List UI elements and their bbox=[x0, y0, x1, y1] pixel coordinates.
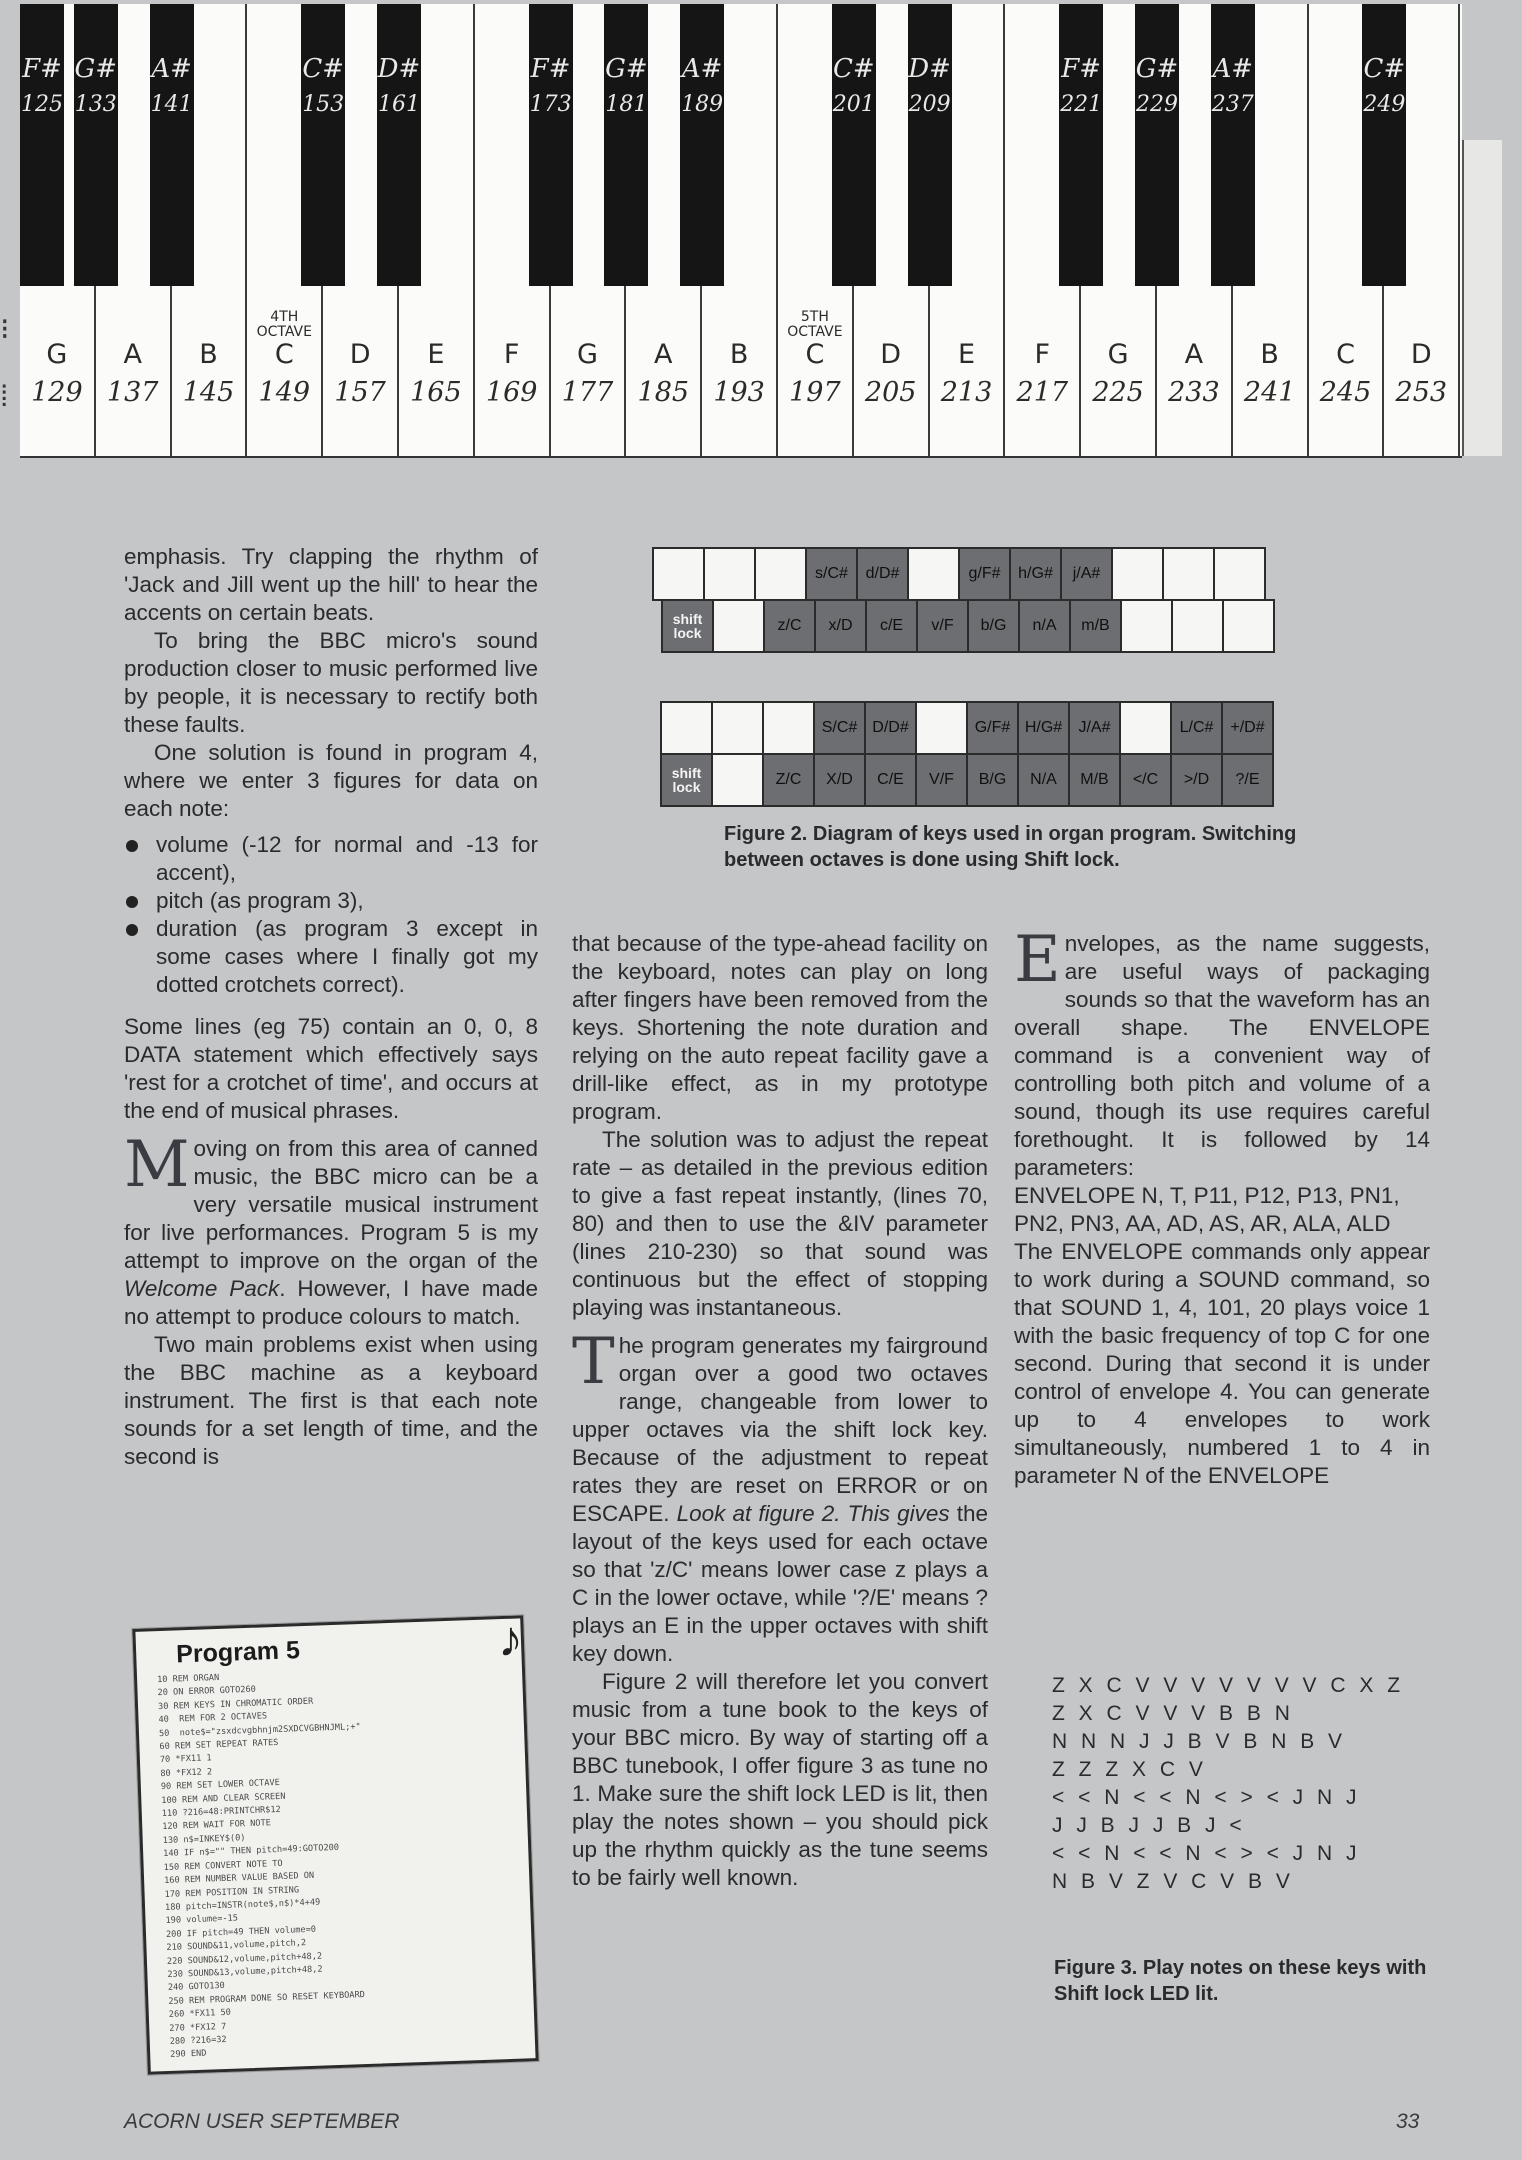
unused-key bbox=[703, 547, 756, 601]
key-value: 149 bbox=[258, 377, 311, 408]
paragraph-dropcap bbox=[572, 1325, 989, 1668]
key-value: 125 bbox=[21, 92, 63, 117]
key-sequence-line: J J B J J B J < bbox=[1052, 1814, 1246, 1837]
black-key bbox=[832, 4, 876, 286]
unused-key bbox=[652, 547, 705, 601]
mapped-key: n/A bbox=[1018, 599, 1071, 653]
key-note: A bbox=[123, 339, 142, 370]
key-note: E bbox=[957, 339, 976, 370]
black-key bbox=[74, 4, 118, 286]
figure-3-caption: Figure 3. Play notes on these keys with Shift lock LED lit. bbox=[1054, 1957, 1427, 2005]
envelope-syntax: ENVELOPE N, T, P11, P12, P13, PN1, PN2, PN3, AA, AD, AS, AR, ALA, ALD bbox=[1014, 1183, 1400, 1236]
mapped-key: v/F bbox=[916, 599, 969, 653]
paragraph: that because of the type-ahead facility on the keyboard, notes can play on long after fingers have been removed from the keys. Shortening the note duration and relying on the auto repeat facility gave a drill-like effect, as in my prototype program. bbox=[572, 931, 988, 1124]
key-sequence-line: < < N < < N < > < J N J bbox=[1052, 1842, 1361, 1865]
key-note: F# bbox=[530, 54, 571, 84]
paragraph: Two main problems exist when using the BBC machine as a keyboard instrument. The first is that each note sounds for a set length of time, and the second is bbox=[124, 1332, 538, 1469]
mapped-key: X/D bbox=[813, 753, 866, 807]
black-key bbox=[1362, 4, 1406, 286]
unused-key bbox=[1171, 599, 1224, 653]
mapped-key: H/G# bbox=[1017, 701, 1070, 755]
key-value: 245 bbox=[1319, 377, 1372, 408]
bullet-item: volume (-12 for normal and -13 for accent), bbox=[124, 831, 538, 887]
mapped-key: x/D bbox=[814, 599, 867, 653]
piano-side-panel bbox=[1462, 140, 1502, 456]
key-value: 237 bbox=[1211, 92, 1254, 117]
bullet-item: duration (as program 3 except in some cases where I finally got my dotted crotchets correct). bbox=[124, 915, 538, 999]
key-note: B bbox=[729, 339, 749, 370]
key-value: 253 bbox=[1395, 377, 1448, 408]
key-note: C# bbox=[302, 54, 345, 84]
octave-label: 4TH OCTAVE bbox=[256, 309, 312, 340]
key-value: 133 bbox=[74, 92, 117, 117]
key-value: 213 bbox=[940, 377, 993, 408]
unused-key bbox=[1120, 599, 1173, 653]
unused-key bbox=[712, 599, 765, 653]
paragraph: One solution is found in program 4, where we enter 3 figures for data on each note: bbox=[124, 740, 538, 821]
key-note: C# bbox=[1363, 54, 1406, 84]
key-value: 181 bbox=[605, 92, 648, 117]
mapped-key: V/F bbox=[915, 753, 968, 807]
key-value: 241 bbox=[1243, 377, 1296, 408]
black-key bbox=[604, 4, 648, 286]
mapped-key: s/C# bbox=[805, 547, 858, 601]
key-value: 189 bbox=[681, 92, 724, 117]
mapped-key: G/F# bbox=[966, 701, 1019, 755]
key-value: 229 bbox=[1136, 92, 1178, 117]
key-note: C bbox=[274, 339, 294, 370]
key-note: F bbox=[503, 339, 520, 370]
paragraph-text: the layout of the keys used for each octave so that 'z/C' means lower case z plays a C in the lower octave, while '?/E' means ? plays an E in the upper octaves with shift key down. bbox=[572, 1501, 989, 1666]
figure-3-key-sequence bbox=[1052, 1672, 1404, 1896]
key-value: 157 bbox=[334, 377, 386, 408]
key-row-upper-top bbox=[660, 701, 1272, 755]
mapped-key: N/A bbox=[1017, 753, 1070, 807]
key-sequence-line: Z Z Z X C V bbox=[1052, 1758, 1207, 1781]
black-key bbox=[377, 4, 421, 286]
unused-key bbox=[915, 701, 968, 755]
key-sequence-line: < < N < < N < > < J N J bbox=[1052, 1786, 1361, 1809]
column-2 bbox=[572, 930, 988, 1892]
key-note: G bbox=[577, 339, 598, 370]
key-sequence-line: N N N J J B V B N B V bbox=[1052, 1730, 1347, 1753]
key-value: 201 bbox=[832, 92, 875, 117]
column-3 bbox=[1014, 923, 1430, 1490]
program-5-listing bbox=[132, 1615, 538, 2074]
key-note: F bbox=[1034, 339, 1051, 370]
piano-keyboard-diagram bbox=[20, 4, 1462, 458]
key-note: C# bbox=[832, 54, 875, 84]
figure-2-caption: Figure 2. Diagram of keys used in organ program. Switching between octaves is done using Shift lock. bbox=[724, 823, 1297, 871]
key-value: 225 bbox=[1092, 377, 1144, 408]
program-title: Program 5 bbox=[175, 1636, 301, 1669]
unused-key bbox=[1213, 547, 1266, 601]
key-value: 185 bbox=[637, 377, 690, 408]
key-row-lower-bottom bbox=[661, 599, 1273, 653]
shift-lock-key: shift lock bbox=[661, 599, 714, 653]
key-note: D bbox=[880, 339, 902, 370]
paragraph: To bring the BBC micro's sound production closer to music performed live by people, it is necessary to rectify both these faults. bbox=[124, 628, 538, 737]
key-value: 153 bbox=[302, 92, 345, 117]
mapped-key: </C bbox=[1119, 753, 1172, 807]
mapped-key: h/G# bbox=[1009, 547, 1062, 601]
unused-key bbox=[1119, 701, 1172, 755]
paragraph: emphasis. Try clapping the rhythm of 'Jack and Jill went up the hill' to hear the accents on certain beats. bbox=[124, 544, 538, 625]
key-note: G# bbox=[1135, 54, 1179, 84]
unused-key bbox=[711, 701, 764, 755]
key-value: 209 bbox=[908, 92, 951, 117]
mapped-key: >/D bbox=[1170, 753, 1223, 807]
unused-key bbox=[660, 701, 713, 755]
key-row-lower-top bbox=[652, 547, 1264, 601]
key-note: A# bbox=[151, 54, 192, 84]
paragraph-dropcap bbox=[124, 1128, 538, 1331]
key-note: G bbox=[46, 339, 68, 370]
black-key bbox=[1211, 4, 1255, 286]
mapped-key: L/C# bbox=[1170, 701, 1223, 755]
unused-key bbox=[1111, 547, 1164, 601]
key-value: 173 bbox=[529, 92, 572, 117]
mapped-key: z/C bbox=[763, 599, 816, 653]
key-value: 129 bbox=[31, 377, 83, 408]
emphasis-text: Look at figure 2. This gives bbox=[676, 1501, 950, 1526]
key-note: E bbox=[427, 339, 445, 370]
mapped-key: b/G bbox=[967, 599, 1020, 653]
black-key bbox=[150, 4, 194, 286]
key-value: 217 bbox=[1016, 377, 1069, 408]
mapped-key: +/D# bbox=[1221, 701, 1274, 755]
paragraph-text: oving on from this area of canned music, the BBC micro can be a very versatile musical instrument for live performances. Program 5 is my attempt to improve on the organ of the bbox=[124, 1136, 538, 1273]
key-note: G# bbox=[74, 54, 118, 84]
black-key bbox=[20, 4, 64, 286]
unused-key bbox=[762, 701, 815, 755]
black-key bbox=[301, 4, 345, 286]
unused-key bbox=[754, 547, 807, 601]
key-value: 165 bbox=[410, 377, 462, 408]
shift-lock-key: shift lock bbox=[660, 753, 713, 807]
footer-publication: ACORN USER SEPTEMBER bbox=[124, 2110, 400, 2133]
emphasis-text: Welcome Pack bbox=[124, 1276, 280, 1301]
drop-cap: T bbox=[572, 1325, 615, 1399]
key-note: A# bbox=[1212, 54, 1254, 84]
key-note: D# bbox=[377, 54, 421, 84]
mapped-key: ?/E bbox=[1221, 753, 1274, 807]
key-note: F# bbox=[22, 54, 62, 84]
paragraph: Figure 2 will therefore let you convert music from a tune book to the keys of your BBC micro. By way of starting off a BBC tunebook, I offer figure 3 as tune no 1. Make sure the shift lock LED is lit, then play the notes shown – you should pick up the rhythm quickly as the tune seems to be fairly well known. bbox=[572, 1669, 988, 1890]
mapped-key: M/B bbox=[1068, 753, 1121, 807]
mapped-key: Z/C bbox=[762, 753, 815, 807]
key-note: B bbox=[1260, 339, 1279, 370]
key-value: 177 bbox=[561, 377, 614, 408]
mapped-key: D/D# bbox=[864, 701, 917, 755]
unused-key bbox=[1162, 547, 1215, 601]
black-key bbox=[529, 4, 573, 286]
bullet-item: pitch (as program 3), bbox=[124, 887, 538, 915]
unused-key bbox=[711, 753, 764, 807]
mapped-key: C/E bbox=[864, 753, 917, 807]
paragraph: The ENVELOPE commands only appear to work during a SOUND command, so that SOUND 1, 4, 101, 20 plays voice 1 with the basic frequency of top C for one second. During that second it is under control of envelope 4. You can generate up to 4 envelopes to work simultaneously, numbered 1 to 4 in parameter N of the ENVELOPE bbox=[1014, 1239, 1430, 1488]
key-note: D# bbox=[908, 54, 951, 84]
key-value: 141 bbox=[150, 92, 193, 117]
key-value: 137 bbox=[106, 377, 159, 408]
key-note: B bbox=[199, 339, 218, 370]
key-value: 193 bbox=[713, 377, 765, 408]
key-value: 233 bbox=[1168, 377, 1220, 408]
key-note: A bbox=[1184, 339, 1204, 370]
mapped-key: c/E bbox=[865, 599, 918, 653]
unused-key bbox=[907, 547, 960, 601]
key-value: 145 bbox=[182, 377, 235, 408]
music-note-icon: ♪ bbox=[498, 1611, 523, 1667]
paragraph-text: . However, I have made no attempt to produce colours to match. bbox=[124, 1276, 538, 1329]
black-key bbox=[1059, 4, 1103, 286]
page-number: 33 bbox=[1396, 2110, 1420, 2133]
mapped-key: j/A# bbox=[1060, 547, 1113, 601]
key-note: F# bbox=[1061, 54, 1102, 84]
key-value: 197 bbox=[789, 377, 841, 408]
paragraph-text: nvelopes, as the name suggests, are useful ways of packaging sounds so that the waveform has an overall shape. The ENVELOPE command is a convenient way of controlling both pitch and volume of a sound, though its use requires careful forethought. It is followed by 14 parameters: bbox=[1014, 931, 1430, 1180]
key-note: A bbox=[654, 339, 673, 370]
bullet-list bbox=[124, 831, 538, 999]
column-1 bbox=[124, 543, 538, 1471]
key-note: G# bbox=[605, 54, 648, 84]
octave-label: 5TH OCTAVE bbox=[787, 309, 843, 340]
mapped-key: J/A# bbox=[1068, 701, 1121, 755]
black-key bbox=[680, 4, 724, 286]
program-code: 10 REM ORGAN 20 ON ERROR GOTO260 30 REM KEYS IN CHROMATIC ORDER 40 REM FOR 2 OCTAVES 50 note$="zsxdcvgbhnjm2SXDCVGBHNJML;+" 60 REM SET REPEAT RATES 70 *FX11 1 80 *FX12 2 90 REM SET LOWER OCTAVE 100 REM AND CLEAR SCREEN 110 ?216=48:PRINTCHR$12 120 REM WAIT FOR NOTE 130 n$=INKEY$(0) 140 IF n$="" THEN pitch=49:GOTO200 150 REM CONVERT NOTE TO 160 REM NUMBER VALUE BASED ON 170 REM POSITION IN STRING 180 pitch=INSTR(note$,n$)*4+49 190 volume=-15 200 IF pitch=49 THEN volume=0 210 SOUND&11,volume,pitch,2 220 SOUND&12,volume,pitch+48,2 230 SOUND&13,volume,pitch+48,2 240 GOTO130 250 REM PROGRAM DONE SO RESET KEYBOARD 260 *FX11 50 270 *FX12 7 280 ?216=32 290 END bbox=[156, 1672, 366, 2061]
key-note: C bbox=[1336, 339, 1355, 370]
drop-cap: M bbox=[124, 1128, 190, 1202]
key-sequence-line: Z X C V V V V V V V C X Z bbox=[1052, 1674, 1405, 1697]
key-value: 161 bbox=[378, 92, 420, 117]
paragraph-text: he program generates my fairground organ over a good two octaves range, changeable from lower to upper octaves via the shift lock key. Because of the adjustment to repeat rates they are reset on ERROR or on ESCAPE. bbox=[572, 1333, 988, 1526]
paragraph-dropcap bbox=[1014, 923, 1430, 1182]
key-sequence-line: Z X C V V V B B N bbox=[1052, 1702, 1294, 1725]
mapped-key: d/D# bbox=[856, 547, 909, 601]
unused-key bbox=[1222, 599, 1275, 653]
key-note: C bbox=[805, 339, 825, 370]
key-note: G bbox=[1107, 339, 1129, 370]
key-value: 249 bbox=[1363, 92, 1406, 117]
mapped-key: m/B bbox=[1069, 599, 1122, 653]
black-key bbox=[1135, 4, 1179, 286]
key-note: A# bbox=[681, 54, 723, 84]
key-note: D bbox=[349, 339, 371, 370]
key-value: 221 bbox=[1060, 92, 1103, 117]
mapped-key: S/C# bbox=[813, 701, 866, 755]
mapped-key: B/G bbox=[966, 753, 1019, 807]
key-note: D bbox=[1410, 339, 1432, 370]
key-value: 205 bbox=[864, 377, 917, 408]
paragraph: The solution was to adjust the repeat rate – as detailed in the previous edition to give a fast repeat instantly, (lines 70, 80) and then to use the &IV parameter (lines 210-230) so that sound was continuous but the effect of stopping playing was instantaneous. bbox=[572, 1127, 988, 1320]
drop-cap: E bbox=[1014, 923, 1061, 997]
crop-mark: ⁞ bbox=[0, 380, 9, 413]
black-key bbox=[908, 4, 952, 286]
paragraph: Some lines (eg 75) contain an 0, 0, 8 DATA statement which effectively says 'rest for a crotchet of time', and occurs at the end of musical phrases. bbox=[124, 1014, 538, 1123]
key-value: 169 bbox=[485, 377, 538, 408]
mapped-key: g/F# bbox=[958, 547, 1011, 601]
key-sequence-line: N B V Z V C V B V bbox=[1052, 1870, 1294, 1893]
crop-mark: ⁝ bbox=[0, 313, 10, 346]
key-row-upper-bottom bbox=[660, 753, 1272, 807]
